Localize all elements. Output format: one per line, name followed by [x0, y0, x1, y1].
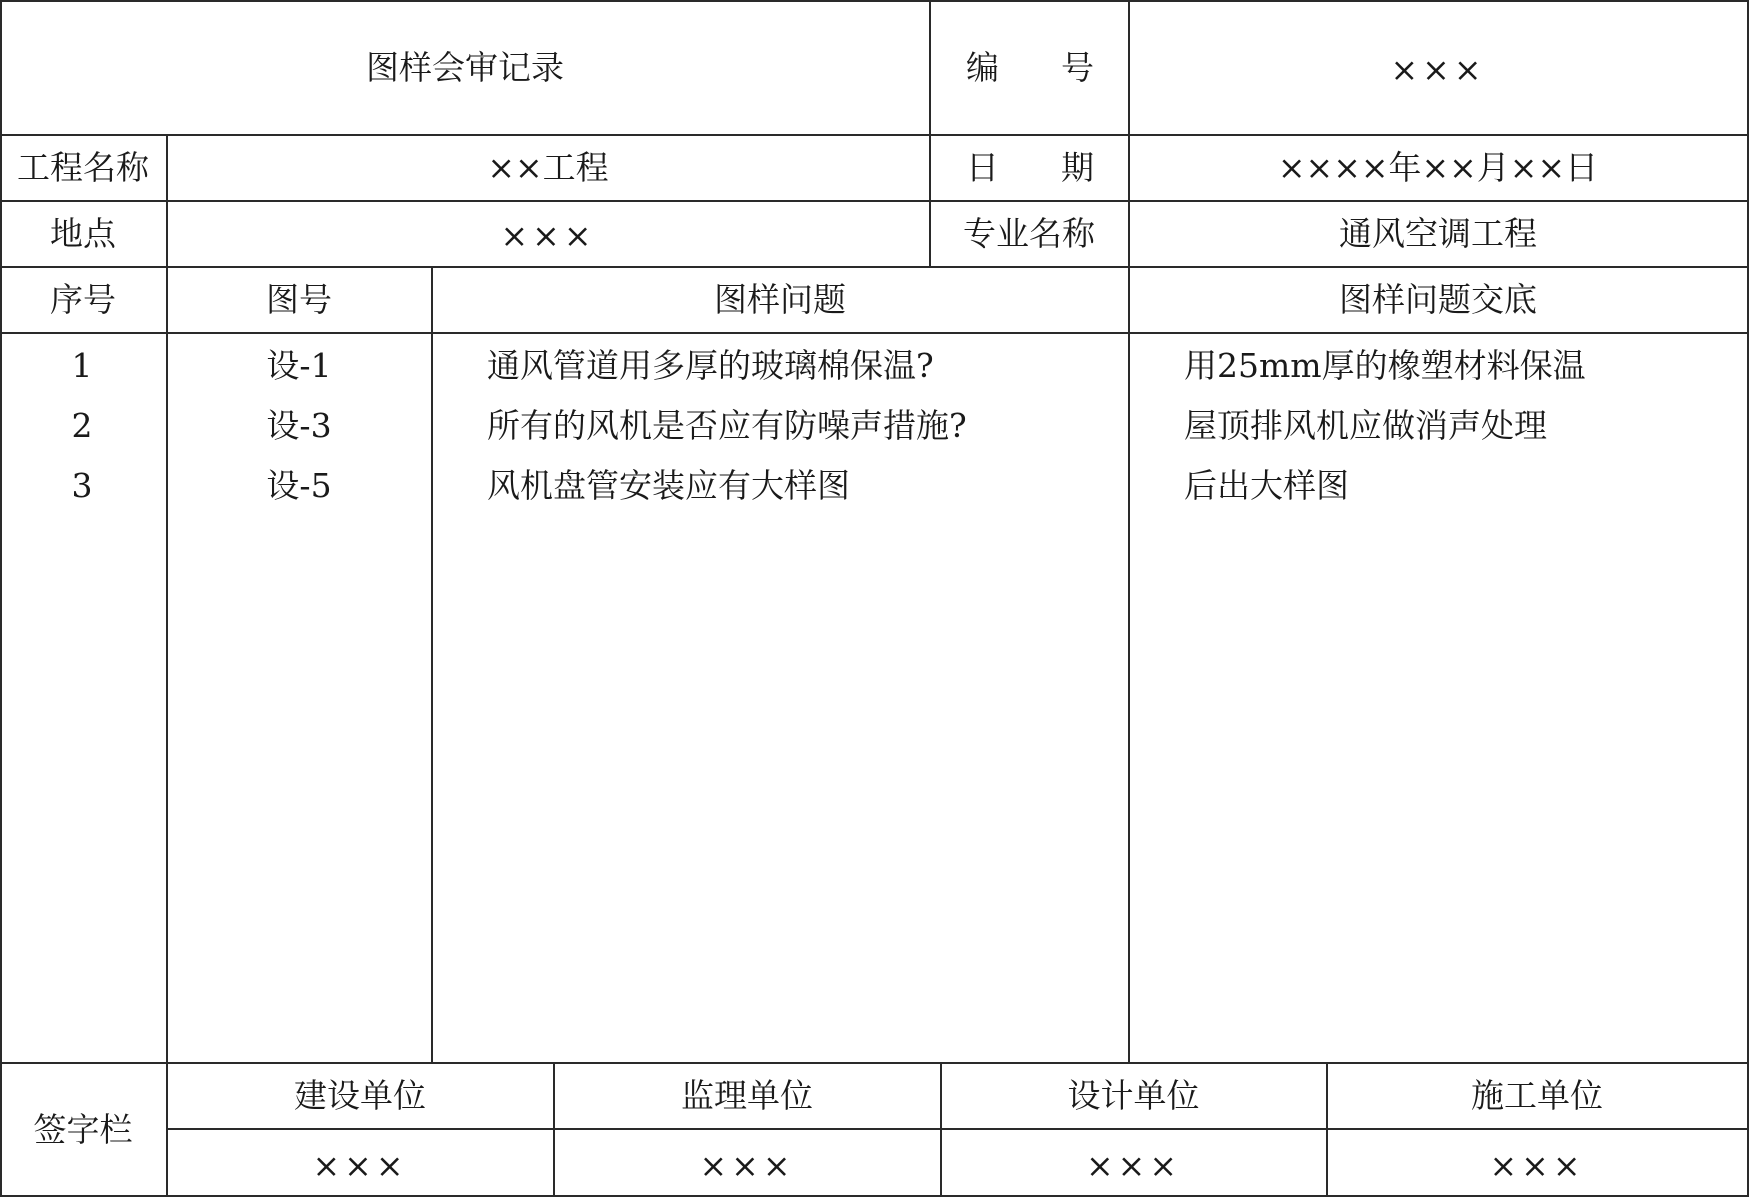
- date-value: ××××年××月××日: [1277, 147, 1599, 187]
- date-label: [930, 134, 1128, 200]
- specialty-value: 通风空调工程: [1339, 213, 1537, 253]
- column-header-seq: 序号: [50, 279, 116, 319]
- date-label-char-1: 日: [966, 147, 999, 187]
- column-header-answer: 图样问题交底: [1339, 279, 1537, 319]
- row-answer: 用25mm厚的橡塑材料保温: [1184, 346, 1586, 385]
- specialty-label: 专业名称: [963, 213, 1095, 253]
- row-seq: 3: [71, 466, 93, 505]
- row-drawing-no: 设-5: [266, 466, 332, 505]
- row-answer: 后出大样图: [1184, 466, 1349, 505]
- location-label: 地点: [50, 213, 116, 253]
- row-question: 通风管道用多厚的玻璃棉保温?: [487, 346, 934, 385]
- signature-value-contractor: ×××: [1489, 1145, 1585, 1185]
- rule-col-drawing-no: [431, 266, 433, 1063]
- signature-unit-contractor: 施工单位: [1471, 1075, 1603, 1115]
- row-answer: 屋顶排风机应做消声处理: [1184, 406, 1547, 445]
- signature-value-construction: ×××: [312, 1145, 408, 1185]
- form-title: 图样会审记录: [366, 47, 564, 87]
- signature-value-supervision: ×××: [699, 1145, 795, 1185]
- signature-unit-design: 设计单位: [1067, 1075, 1200, 1115]
- column-header-question: 图样问题: [714, 279, 846, 319]
- column-header-drawing-no: 图号: [266, 279, 332, 319]
- signature-label: 签字栏: [33, 1110, 133, 1149]
- location-value: ×××: [500, 215, 596, 255]
- project-name-label: 工程名称: [17, 147, 149, 187]
- signature-unit-construction: 建设单位: [294, 1075, 426, 1115]
- signature-value-design: ×××: [1086, 1145, 1181, 1185]
- rule-colheader-bottom: [0, 332, 1749, 334]
- signature-unit-supervision: 监理单位: [681, 1075, 813, 1115]
- number-label-char-1: 编: [966, 47, 999, 87]
- row-seq: 2: [71, 406, 93, 445]
- row-drawing-no: 设-1: [266, 346, 332, 385]
- number-label-char-2: 号: [1061, 47, 1094, 87]
- row-seq: 1: [71, 346, 93, 385]
- project-name-value: ××工程: [487, 147, 609, 187]
- row-question: 所有的风机是否应有防噪声措施?: [487, 406, 967, 445]
- date-label-char-2: 期: [1061, 147, 1094, 187]
- row-drawing-no: 设-3: [266, 406, 332, 445]
- number-value: ×××: [1390, 49, 1486, 89]
- row-question: 风机盘管安装应有大样图: [487, 466, 850, 505]
- number-label: [930, 0, 1128, 134]
